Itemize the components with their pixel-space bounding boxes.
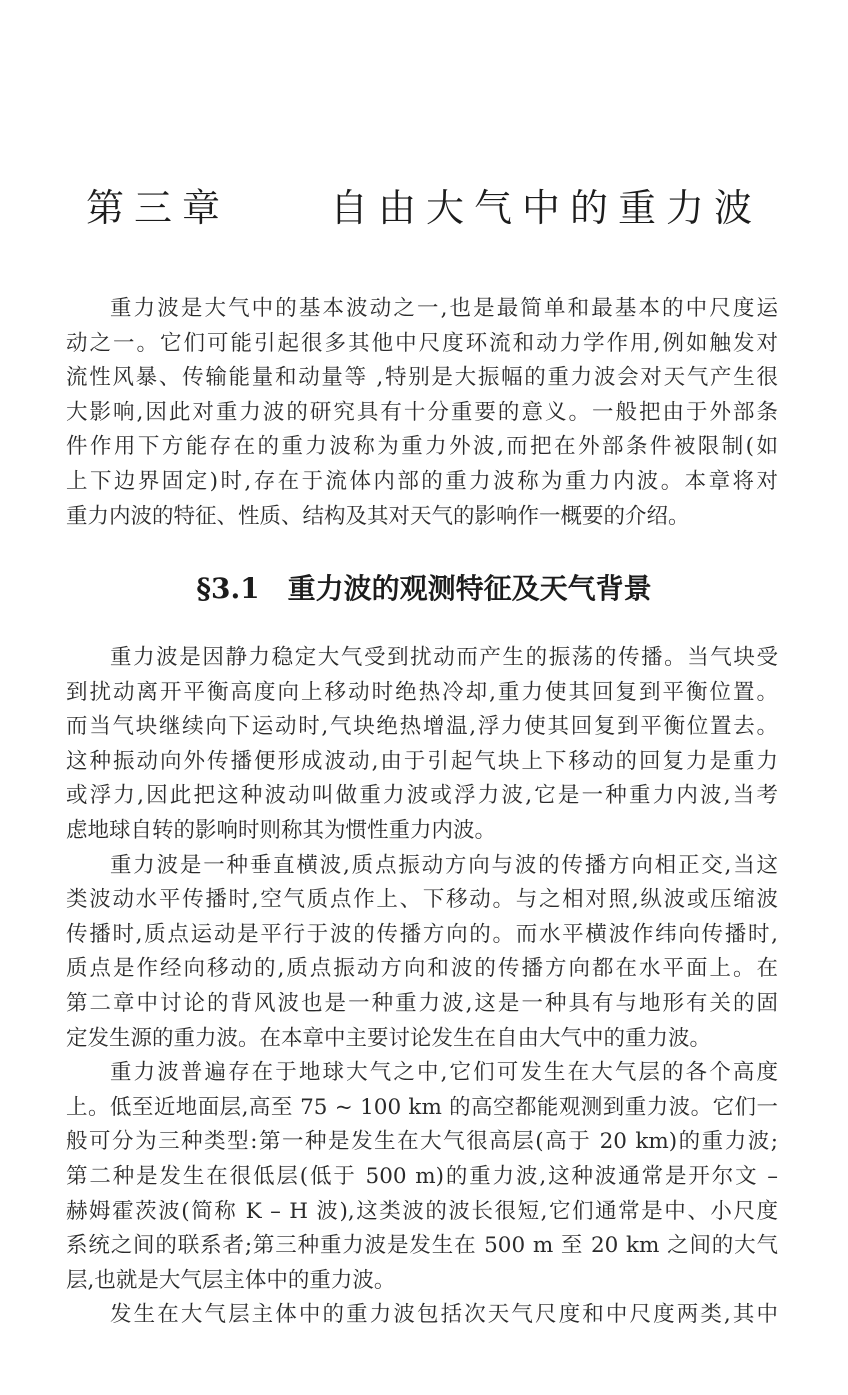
text-line: 虑地球自转的影响时则称其为惯性重力内波。 [66, 817, 497, 843]
text-line: 质点是作经向移动的,质点振动方向和波的传播方向都在水平面上。在 [66, 956, 778, 982]
section-body [66, 641, 778, 1333]
text-line: 重力波是大气中的基本波动之一,也是最简单和最基本的中尺度运 [110, 296, 778, 321]
text-line: 重力波是因静力稳定大气受到扰动而产生的振荡的传播。当气块受 [110, 645, 778, 670]
text-line: 重力波是一种垂直横波,质点振动方向与波的传播方向相正交,当这 [110, 852, 778, 878]
text-line: 大影响,因此对重力波的研究具有十分重要的意义。一般把由于外部条 [66, 399, 778, 425]
text-line: 般可分为三种类型:第一种是发生在大气很高层(高于 20 km)的重力波; [66, 1129, 778, 1155]
text-line: 赫姆霍茨波(简称 K – H 波),这类波的波长很短,它们通常是中、小尺度 [66, 1198, 778, 1224]
text-line: 这种振动向外传播便形成波动,由于引起气块上下移动的回复力是重力 [66, 748, 778, 774]
text-line: 层,也就是大气层主体中的重力波。 [66, 1267, 396, 1293]
text-line: 重力波普遍存在于地球大气之中,它们可发生在大气层的各个高度 [110, 1060, 778, 1086]
text-line: 上下边界固定)时,存在于流体内部的重力波称为重力内波。本章将对 [66, 468, 778, 494]
section-heading: §3.1 重力波的观测特征及天气背景 [196, 572, 652, 605]
text-line: 第二章中讨论的背风波也是一种重力波,这是一种具有与地形有关的固 [66, 990, 778, 1016]
intro-paragraph [66, 292, 778, 534]
text-line: 件作用下方能存在的重力波称为重力外波,而把在外部条件被限制(如 [66, 434, 778, 460]
text-line: 定发生源的重力波。在本章中主要讨论发生在自由大气中的重力波。 [66, 1025, 712, 1051]
text-line: 到扰动离开平衡高度向上移动时绝热冷却,重力使其回复到平衡位置。 [66, 679, 778, 705]
text-line: 系统之间的联系者;第三种重力波是发生在 500 m 至 20 km 之间的大气 [66, 1233, 778, 1259]
text-line: 动之一。它们可能引起很多其他中尺度环流和动力学作用,例如触发对 [66, 330, 778, 356]
text-line: 类波动水平传播时,空气质点作上、下移动。与之相对照,纵波或压缩波 [66, 887, 778, 913]
chapter-title: 第三章 自由大气中的重力波 [85, 186, 763, 230]
text-line: 发生在大气层主体中的重力波包括次天气尺度和中尺度两类,其中 [110, 1302, 778, 1328]
text-line: 流性风暴、传输能量和动量等 ,特别是大振幅的重力波会对天气产生很 [66, 365, 778, 391]
text-line: 第二种是发生在很低层(低于 500 m)的重力波,这种波通常是开尔文 – [66, 1163, 778, 1189]
text-line: 传播时,质点运动是平行于波的传播方向的。而水平横波作纬向传播时, [66, 921, 778, 947]
text-line: 而当气块继续向下运动时,气块绝热增温,浮力使其回复到平衡位置去。 [66, 714, 778, 740]
text-line: 重力内波的特征、性质、结构及其对天气的影响作一概要的介绍。 [66, 503, 690, 529]
text-line: 或浮力,因此把这种波动叫做重力波或浮力波,它是一种重力内波,当考 [66, 783, 778, 809]
text-line: 上。低至近地面层,高至 75 ~ 100 km 的高空都能观测到重力波。它们一 [66, 1094, 778, 1120]
